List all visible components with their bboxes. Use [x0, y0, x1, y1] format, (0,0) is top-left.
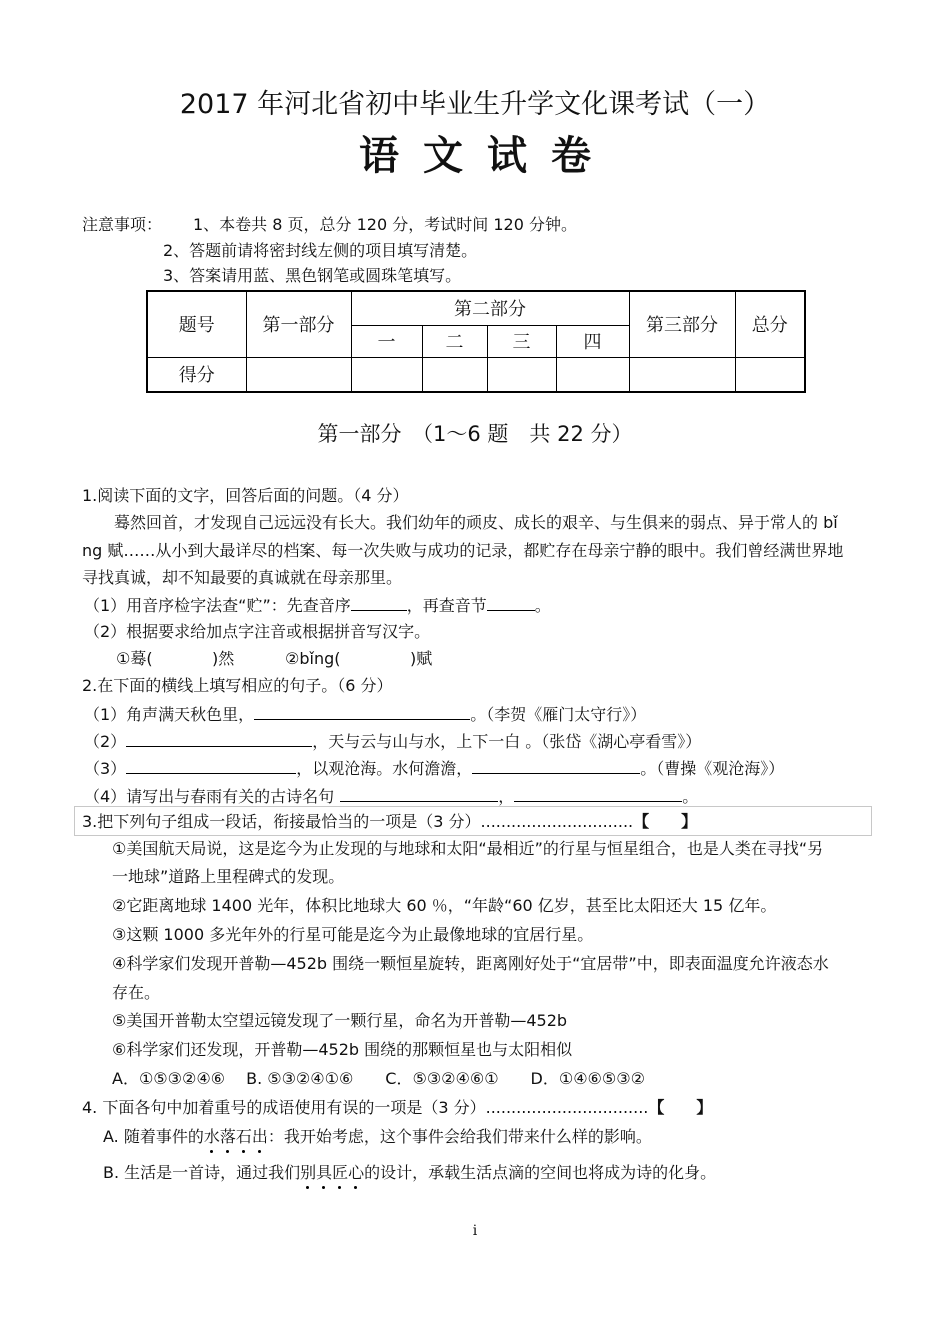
q1-sub2: （2）根据要求给加点字注音或根据拼音写汉字。: [84, 622, 431, 641]
q1-sub1-text-b: ，再查音节: [406, 596, 487, 615]
q3-sentence-5: ⑤美国开普勒太空望远镜发现了一颗行星，命名为开普勒—452b: [112, 1011, 568, 1030]
q3-title: [82, 811, 697, 833]
q2-s1: [84, 703, 646, 726]
subject-title: 语文试卷: [359, 133, 615, 179]
q2-s2-text-a: （2）: [84, 732, 127, 751]
q1-sub1-blank-1[interactable]: [351, 594, 407, 611]
q3-title-text: 3.把下列句子组成一段话，衔接最恰当的一项是（3 分）..............................: [82, 812, 634, 831]
q2-s3-text-b: ，以观沧海。水何澹澹，: [296, 759, 473, 778]
part1-heading: 第一部分 （1～6 题 共 22 分）: [317, 422, 633, 446]
q2-s4-blank-2[interactable]: [514, 785, 682, 802]
q2-s4-text-b: ，: [498, 787, 515, 806]
q1-passage-line-2: ng 赋……从小到大最详尽的档案、每一次失败与成功的记录，都贮存在母亲宁静的眼中。我们曾经满世界地: [82, 541, 844, 560]
subheader-1: 一: [351, 325, 422, 357]
q2-s4-text-c: 。: [682, 787, 699, 806]
q2-s2-blank[interactable]: [126, 730, 312, 747]
header-part-3: 第三部分: [629, 291, 735, 357]
q4-option-a-text-b: ：我开始考虑，这个事件会给我们带来什么样的影响。: [267, 1127, 652, 1146]
q3-sentence-2: ②它距离地球 1400 光年，体积比地球大 60 ％，“年龄“60 亿岁，甚至比太阳还大 15 亿年。: [112, 896, 777, 915]
q1-sub1: [84, 594, 551, 617]
q4-option-b-emphasized-word: [300, 1162, 364, 1184]
exam-title: 2017 年河北省初中毕业生升学文化课考试（一）: [179, 89, 771, 120]
q1-sub1-text-a: （1）用音序检字法查“贮”：先查音序: [84, 596, 351, 615]
score-cell-total[interactable]: [735, 357, 805, 392]
q2-s2-text-b: ，天与云与山与水，上下一白 。（张岱《湖心亭看雪》）: [312, 732, 702, 751]
q1-item-1b: )然: [212, 649, 235, 668]
row-score-label: 得分: [147, 357, 246, 392]
q4-title-text: 4. 下面各句中加着重号的成语使用有误的一项是（3 分）................................: [82, 1098, 649, 1117]
notice-item-1: 1、本卷共 8 页，总分 120 分，考试时间 120 分钟。: [193, 215, 577, 234]
q4-option-a: [103, 1126, 652, 1148]
q3-sentence-4-line-2: 存在。: [112, 983, 161, 1002]
page-number: i: [472, 1223, 478, 1239]
score-cell-3[interactable]: [487, 357, 556, 392]
emphasis-dots: [204, 1150, 268, 1154]
subheader-4: 四: [556, 325, 629, 357]
q2-s3-text-a: （3）: [84, 759, 127, 778]
header-total: 总分: [735, 291, 805, 357]
q3-sentence-1-line-1: ①美国航天局说，这是迄今为止发现的与地球和太阳“最相近”的行星与恒星组合，也是人类在寻找“另: [112, 839, 824, 858]
q3-sentence-3: ③这颗 1000 多光年外的行星可能是迄今为止最像地球的宜居行星。: [112, 925, 594, 944]
q2-s3-blank-2[interactable]: [472, 757, 640, 774]
q4-answer-bracket[interactable]: 【 】: [648, 1098, 713, 1117]
q4-option-b: [103, 1162, 716, 1184]
q2-s1-blank[interactable]: [254, 703, 470, 720]
q1-passage-line-1: 蓦然回首，才发现自己远远没有长大。我们幼年的顽皮、成长的艰辛、与生俱来的弱点、异于常人的 bǐ: [114, 513, 838, 532]
subheader-2: 二: [422, 325, 487, 357]
score-cell-1[interactable]: [351, 357, 422, 392]
q3-options: A．①⑤③②④⑥ B. ⑤③②④①⑥ C．⑤③②④⑥① D．①④⑥⑤③②: [112, 1069, 645, 1088]
q2-s4: [84, 785, 698, 808]
q1-item-1a: ①蓦(: [116, 649, 153, 668]
q2-s3: [84, 757, 784, 780]
q2-s2: [84, 730, 701, 753]
q4-option-a-emphasized-word: [204, 1126, 268, 1148]
q3-sentence-6: ⑥科学家们还发现，开普勒—452b 围绕的那颗恒星也与太阳相似: [112, 1040, 573, 1059]
q2-s1-text-a: （1）角声满天秋色里，: [84, 705, 255, 724]
score-cell-part-1[interactable]: [246, 357, 351, 392]
score-cell-part-3[interactable]: [629, 357, 735, 392]
q2-s1-text-b: 。（李贺《雁门太守行》）: [470, 705, 647, 724]
score-cell-4[interactable]: [556, 357, 629, 392]
notice-item-2: 2、答题前请将密封线左侧的项目填写清楚。: [163, 241, 478, 260]
q4-option-b-text-a: B. 生活是一首诗，通过我们: [103, 1163, 301, 1182]
q1-sub1-text-c: 。: [534, 596, 551, 615]
q1-passage-line-3: 寻找真诚，却不知最要的真诚就在母亲那里。: [82, 568, 403, 587]
header-part-1: 第一部分: [246, 291, 351, 357]
score-cell-2[interactable]: [422, 357, 487, 392]
q2-s3-text-c: 。（曹操《观沧海》）: [640, 759, 785, 778]
notice-label: 注意事项：: [82, 215, 163, 234]
q1-sub1-blank-2[interactable]: [487, 594, 535, 611]
q4-option-b-text-b: 的设计，承载生活点滴的空间也将成为诗的化身。: [364, 1163, 717, 1182]
notice-item-3: 3、答案请用蓝、黑色钢笔或圆珠笔填写。: [163, 266, 462, 285]
score-table: [146, 290, 806, 393]
q4-option-b-word-text: 别具匠心: [300, 1163, 365, 1182]
q1-item-2b: )赋: [410, 649, 433, 668]
q2-s4-blank-1[interactable]: [340, 785, 498, 802]
q2-title: 2.在下面的横线上填写相应的句子。（6 分）: [82, 676, 393, 695]
header-part-2: 第二部分: [351, 291, 629, 325]
header-question-number: 题号: [147, 291, 246, 357]
q4-option-a-word-text: 水落石出: [203, 1127, 268, 1146]
subheader-3: 三: [487, 325, 556, 357]
q3-sentence-4-line-1: ④科学家们发现开普勒—452b 围绕一颗恒星旋转，距离刚好处于“宜居带”中，即表面温度允许液态水: [112, 954, 829, 973]
q4-title: [82, 1097, 712, 1119]
q1-item-2a: ②bǐng(: [285, 649, 341, 668]
q1-title: 1.阅读下面的文字，回答后面的问题。（4 分）: [82, 486, 409, 505]
q3-answer-bracket[interactable]: 【 】: [633, 812, 698, 831]
q2-s4-text-a: （4）请写出与春雨有关的古诗名句: [84, 787, 335, 806]
q4-option-a-text-a: A. 随着事件的: [103, 1127, 204, 1146]
q3-sentence-1-line-2: 一地球”道路上里程碑式的发现。: [112, 867, 345, 886]
q2-s3-blank-1[interactable]: [126, 757, 296, 774]
emphasis-dots: [300, 1186, 364, 1190]
